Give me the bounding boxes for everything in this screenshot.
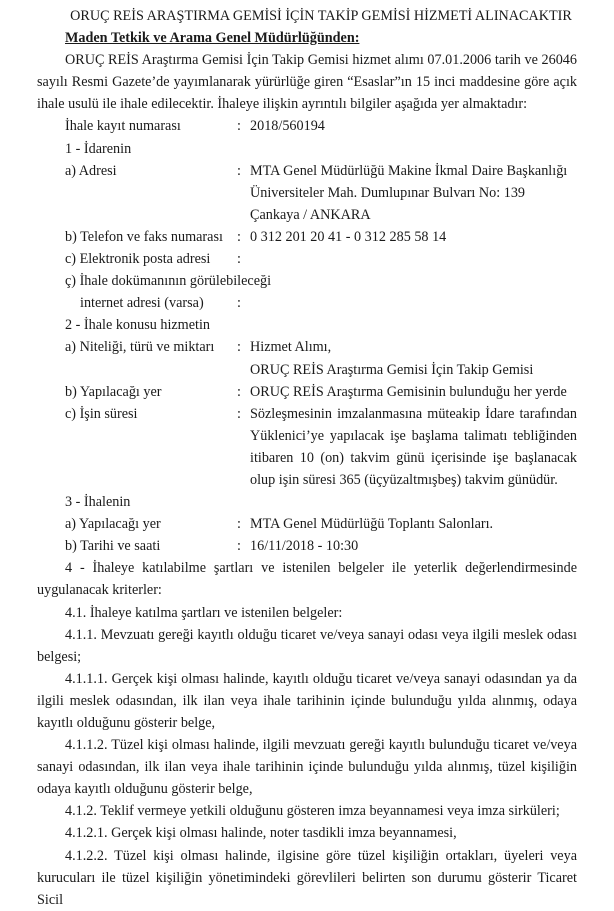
field-row-niteligi xyxy=(65,336,577,380)
field-label: c) Elektronik posta adresi xyxy=(65,251,211,268)
field-value xyxy=(250,336,577,380)
field-label: b) Tarihi ve saati xyxy=(65,538,161,555)
field-label: b) Telefon ve faks numarası xyxy=(65,228,223,245)
field-value-line: Hizmet Alımı, xyxy=(250,339,332,356)
field-label: a) Niteliği, türü ve miktarı xyxy=(65,339,215,356)
field-label: c) İşin süresi xyxy=(65,405,138,422)
field-row-ihale-kayit-numarasi xyxy=(65,115,577,137)
field-row-eposta xyxy=(65,248,577,270)
field-row-isin-suresi xyxy=(65,403,577,491)
field-value-line: ORUÇ REİS Araştırma Gemisi İçin Takip Gemisi xyxy=(250,361,534,378)
field-colon: : xyxy=(237,405,241,422)
field-row-ihale-yeri xyxy=(65,513,577,535)
field-value-line: MTA Genel Müdürlüğü Makine İkmal Daire Başkanlığı xyxy=(250,162,568,179)
field-colon: : xyxy=(237,295,241,312)
field-value: Sözleşmesinin imzalanmasına müteakip İdare tarafından Yüklenici’ye yapılacak işe başlama talimatı tebliğinden itibaren 10 (on) takvim günü içerisinde işe başlanacak olup işin süresi 365 (üçyüzaltmışbeş) takvim günüdür. xyxy=(250,405,577,488)
field-label: b) Yapılacağı yer xyxy=(65,383,162,400)
field-value: 0 312 201 20 41 - 0 312 285 58 14 xyxy=(250,228,447,245)
field-colon: : xyxy=(237,162,241,179)
source-heading-line xyxy=(65,27,577,49)
field-value-line: Üniversiteler Mah. Dumlupınar Bulvarı No: 139 xyxy=(250,184,526,201)
field-colon: : xyxy=(237,118,241,135)
body-paragraph-4-1-1-2: 4.1.1.2. Tüzel kişi olması halinde, ilgili mevzuatı gereği kayıtlı bulunduğu ticaret ve/veya sanayi odasından, ilk ilan veya ihale tarihinin içinde bulunduğu yılda alınmış, tüzel kişiliğin odaya kayıtlı olduğunu gösterir belge, xyxy=(37,737,577,798)
body-paragraph-4-1-2-1: 4.1.2.1. Gerçek kişi olması halinde, noter tasdikli imza beyannamesi, xyxy=(65,825,457,842)
field-colon: : xyxy=(237,383,241,400)
field-label: a) Yapılacağı yer xyxy=(65,516,161,533)
field-colon: : xyxy=(237,516,241,533)
section-heading-idarenin: 1 - İdarenin xyxy=(65,140,132,157)
field-value: MTA Genel Müdürlüğü Toplantı Salonları. xyxy=(250,516,494,533)
field-label: İhale kayıt numarası xyxy=(65,118,181,135)
document-title: ORUÇ REİS ARAŞTIRMA GEMİSİ İÇİN TAKİP GEMİSİ HİZMETİ ALINACAKTIR xyxy=(70,8,572,24)
field-value: 16/11/2018 - 10:30 xyxy=(250,538,359,555)
body-paragraph-4-1-1: 4.1.1. Mevzuatı gereği kayıtlı olduğu ticaret ve/veya sanayi odası veya ilgili meslek odası belgesi; xyxy=(37,626,577,665)
field-colon: : xyxy=(237,228,241,245)
field-colon: : xyxy=(237,251,241,268)
source-heading: Maden Tetkik ve Arama Genel Müdürlüğünden: xyxy=(65,30,360,47)
field-value: 2018/560194 xyxy=(250,118,325,135)
field-colon: : xyxy=(237,339,241,356)
section-heading-ihalenin: 3 - İhalenin xyxy=(65,494,131,511)
section-heading-ihale-konusu: 2 - İhale konusu hizmetin xyxy=(65,317,210,334)
field-row-yapilacagi-yer xyxy=(65,381,577,403)
intro-paragraph: ORUÇ REİS Araştırma Gemisi İçin Takip Gemisi hizmet alımı 07.01.2006 tarih ve 26046 sayılı Resmi Gazete’de yayımlanarak yürürlüğe giren “Esaslar”ın 15 inci maddesine göre açık ihale usulü ile ihale edilecektir. İhaleye ilişkin ayrıntılı bilgiler aşağıda yer almaktadır: xyxy=(37,52,577,113)
field-value: ORUÇ REİS Araştırma Gemisinin bulunduğu her yerde xyxy=(250,383,567,400)
field-label: internet adresi (varsa) xyxy=(80,295,204,312)
field-value xyxy=(250,160,577,226)
body-paragraph-4-1-2: 4.1.2. Teklif vermeye yetkili olduğunu gösteren imza beyannamesi veya imza sirküleri; xyxy=(65,803,560,820)
field-label: a) Adresi xyxy=(65,162,117,179)
field-value-line: Çankaya / ANKARA xyxy=(250,206,371,223)
field-row-tarih-saat xyxy=(65,535,577,557)
field-row-adresi xyxy=(65,160,577,226)
field-label-dokuman-line1: ç) İhale dokümanının görülebileceği xyxy=(65,273,272,290)
body-paragraph-4-1-2-2: 4.1.2.2. Tüzel kişi olması halinde, ilgisine göre tüzel kişiliğin ortakları, üyeleri veya kurucuları ile tüzel kişiliğin yönetimindeki görevlileri belirten son durumu gösterir Ticaret Sicil xyxy=(37,847,577,908)
body-paragraph-4-1: 4.1. İhaleye katılma şartları ve istenilen belgeler: xyxy=(65,604,343,621)
body-paragraph-4-1-1-1: 4.1.1.1. Gerçek kişi olması halinde, kayıtlı olduğu ticaret ve/veya sanayi odasından ya da ilgili meslek odasından, ilk ilan veya ihale tarihinin içinde bulunduğu yılda alınmış, odaya kayıtlı olduğunu gösterir belge, xyxy=(37,670,577,731)
body-paragraph-4: 4 - İhaleye katılabilme şartları ve istenilen belgeler ile yeterlik değerlendirmesinde uygulanacak kriterler: xyxy=(37,560,577,599)
field-row-internet-adresi xyxy=(65,292,577,314)
field-colon: : xyxy=(237,538,241,555)
field-row-telefon-faks xyxy=(65,226,577,248)
